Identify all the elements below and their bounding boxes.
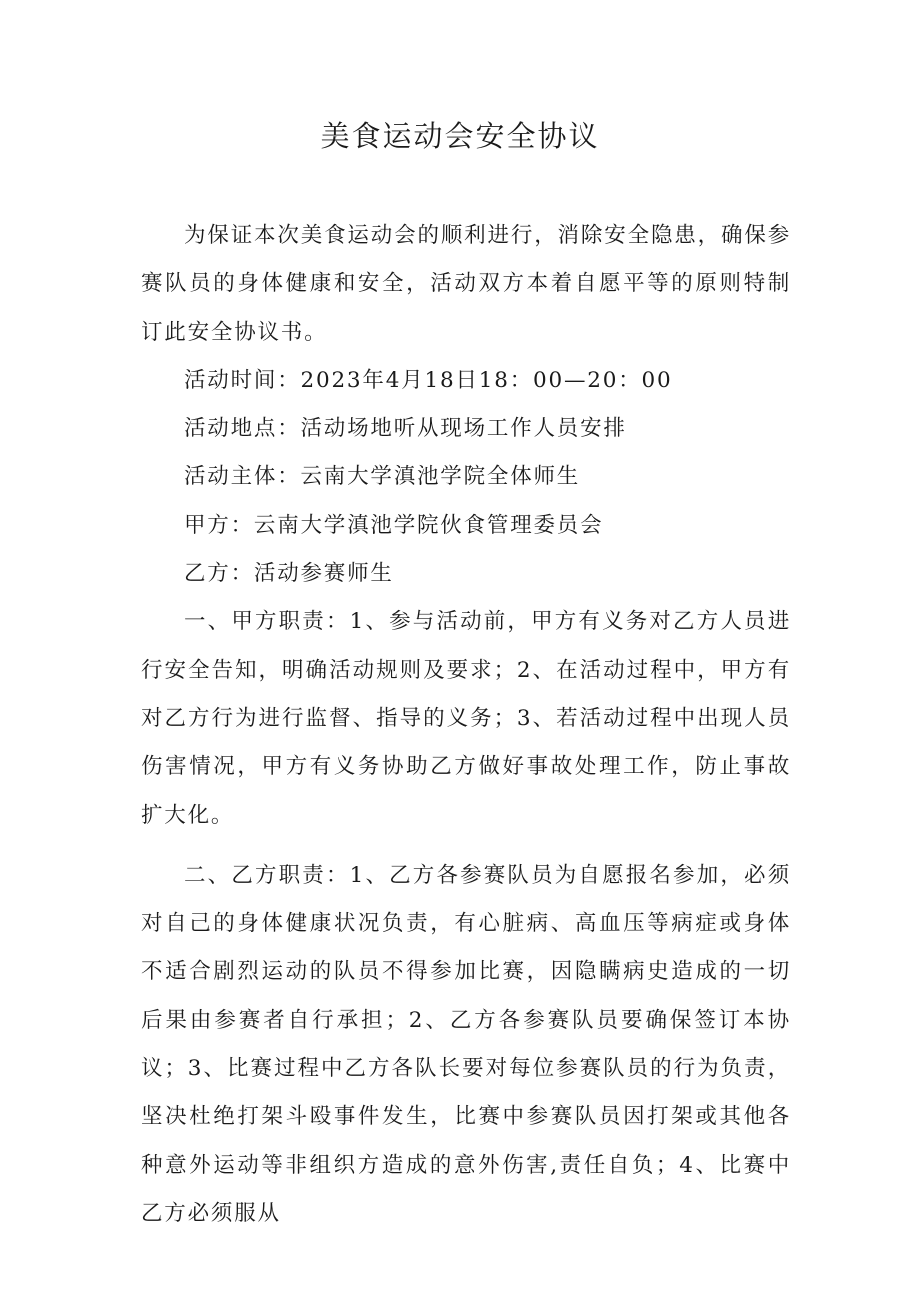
document-body xyxy=(141,212,791,1238)
party-a-duties: 一、甲方职责：1、参与活动前，甲方有义务对乙方人员进行安全告知，明确活动规则及要求；2、在活动过程中，甲方有对乙方行为进行监督、指导的义务；3、若活动过程中出现人员伤害情况，甲方有义务协助乙方做好事故处理工作，防止事故扩大化。 xyxy=(141,609,791,828)
activity-time: 活动时间：2023年4月18日18：00—20：00 xyxy=(184,367,673,393)
party-b-duties: 二、乙方职责：1、乙方各参赛队员为自愿报名参加，必须对自己的身体健康状况负责，有心脏病、高血压等病症或身体不适合剧烈运动的队员不得参加比赛，因隐瞒病史造成的一切后果由参赛者自行承担；2、乙方各参赛队员要确保签订本协议；3、比赛过程中乙方各队长要对每位参赛队员的行为负责，坚决杜绝打架斗殴事件发生，比赛中参赛队员因打架或其他各种意外运动等非组织方造成的意外伤害,责任自负；4、比赛中乙方必须服从 xyxy=(141,862,791,1226)
party-b: 乙方：活动参赛师生 xyxy=(184,561,394,587)
party-a: 甲方：云南大学滇池学院伙食管理委员会 xyxy=(184,512,604,538)
document-title: 美食运动会安全协议 xyxy=(320,119,600,153)
activity-participants: 活动主体：云南大学滇池学院全体师生 xyxy=(184,464,581,490)
activity-location: 活动地点：活动场地听从现场工作人员安排 xyxy=(184,416,627,442)
intro-paragraph: 为保证本次美食运动会的顺利进行，消除安全隐患，确保参赛队员的身体健康和安全，活动双方本着自愿平等的原则特制订此安全协议书。 xyxy=(141,223,791,345)
